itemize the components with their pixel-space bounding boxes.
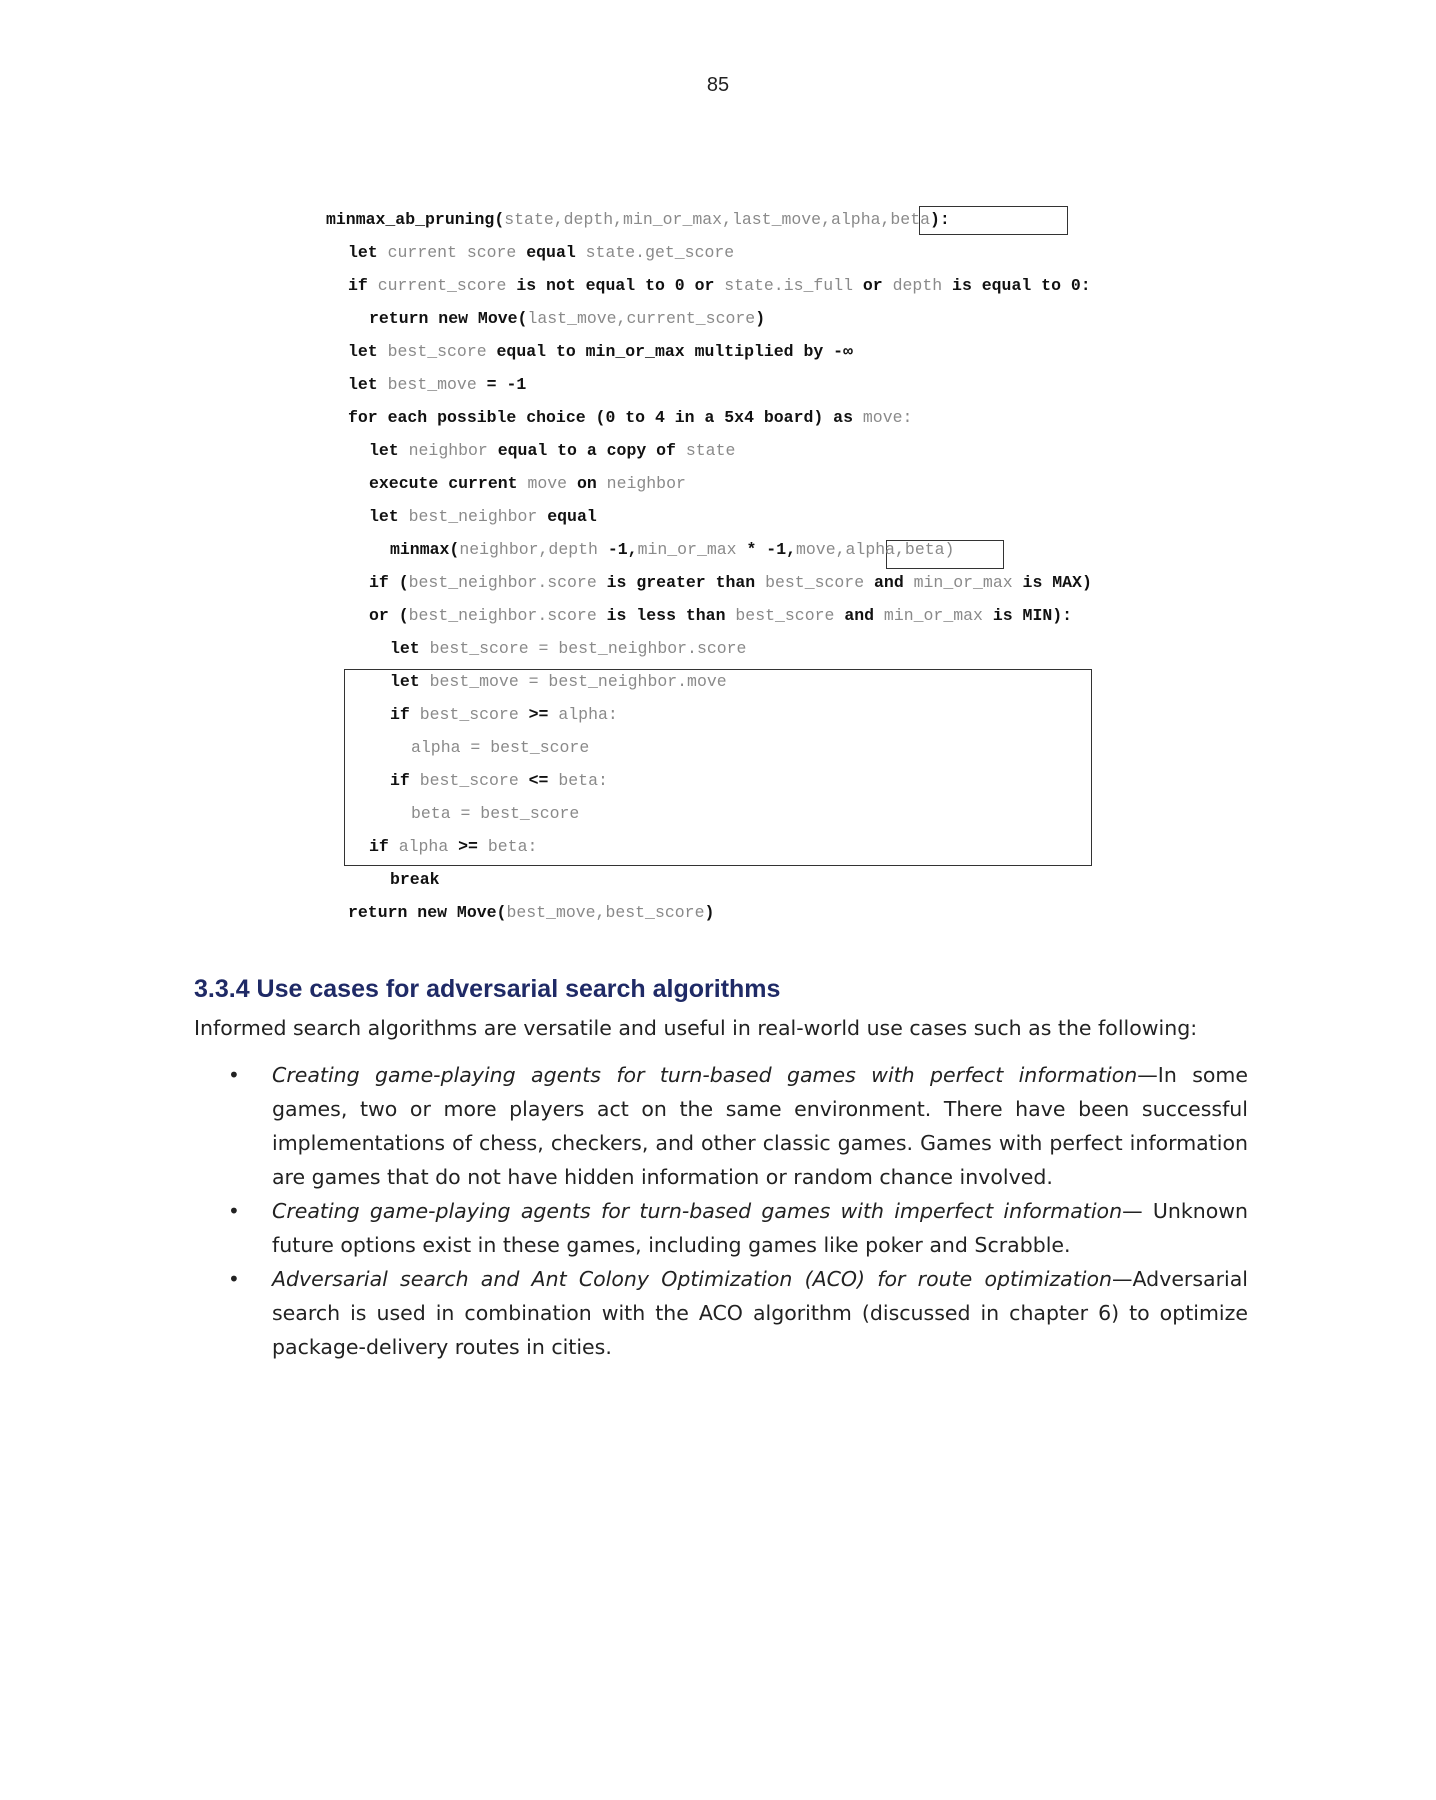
pseudocode-figure — [326, 210, 1126, 940]
code-line: execute current move on neighbor — [369, 474, 686, 493]
code-line: let best_move = -1 — [348, 375, 527, 394]
list-item — [194, 1194, 1248, 1262]
page-number: 85 — [706, 74, 730, 96]
code-line: let best_score equal to min_or_max multiplied by -∞ — [348, 342, 853, 361]
code-line: return new Move(best_move,best_score) — [348, 903, 715, 922]
code-line: alpha = best_score — [411, 738, 590, 757]
section-heading: 3.3.4 Use cases for adversarial search algorithms — [194, 975, 781, 1003]
code-line: if alpha >= beta: — [369, 837, 538, 856]
item-text: — Unknown future options exist in these games, including games like poker and Scrabble. — [272, 1199, 1249, 1257]
use-case-list — [194, 1058, 1248, 1364]
code-line: let best_score = best_neighbor.score — [390, 639, 747, 658]
code-line: if best_score >= alpha: — [390, 705, 618, 724]
item-text: —Adversarial search is used in combination with the ACO algorithm (discussed in chapter 6) to optimize package-delivery routes in cities. — [272, 1267, 1248, 1359]
intro-paragraph: Informed search algorithms are versatile and useful in real-world use cases such as the following: — [194, 1016, 1198, 1040]
code-line: beta = best_score — [411, 804, 580, 823]
code-line: let best_move = best_neighbor.move — [390, 672, 727, 691]
code-line: or (best_neighbor.score is less than best_score and min_or_max is MIN): — [369, 606, 1073, 625]
list-item — [194, 1262, 1248, 1364]
code-line: minmax_ab_pruning(state,depth,min_or_max,last_move,alpha,beta): — [326, 210, 950, 229]
bullet-icon: • — [228, 1267, 240, 1291]
item-title: Creating game-playing agents for turn-based games with perfect information — [272, 1063, 1138, 1087]
item-title: Creating game-playing agents for turn-based games with imperfect information — [272, 1199, 1123, 1223]
code-line: minmax(neighbor,depth -1,min_or_max * -1,move,alpha,beta) — [390, 540, 955, 559]
code-line: let current score equal state.get_score — [348, 243, 735, 262]
code-line: let best_neighbor equal — [369, 507, 597, 526]
code-line: if (best_neighbor.score is greater than best_score and min_or_max is MAX) — [369, 573, 1092, 592]
code-line: let neighbor equal to a copy of state — [369, 441, 736, 460]
code-line: break — [390, 870, 440, 889]
list-item — [194, 1058, 1248, 1194]
item-text: —In some games, two or more players act on the same environment. There have been successful implementations of chess, checkers, and other classic games. Games with perfect information are games that do not have hidden information or random chance involved. — [272, 1063, 1248, 1189]
bullet-icon: • — [228, 1063, 240, 1087]
item-title: Adversarial search and Ant Colony Optimization (ACO) for route optimization — [272, 1267, 1113, 1291]
code-line: for each possible choice (0 to 4 in a 5x4 board) as move: — [348, 408, 913, 427]
code-line: if current_score is not equal to 0 or state.is_full or depth is equal to 0: — [348, 276, 1091, 295]
code-line: if best_score <= beta: — [390, 771, 608, 790]
code-line: return new Move(last_move,current_score) — [369, 309, 766, 328]
bullet-icon: • — [228, 1199, 240, 1223]
